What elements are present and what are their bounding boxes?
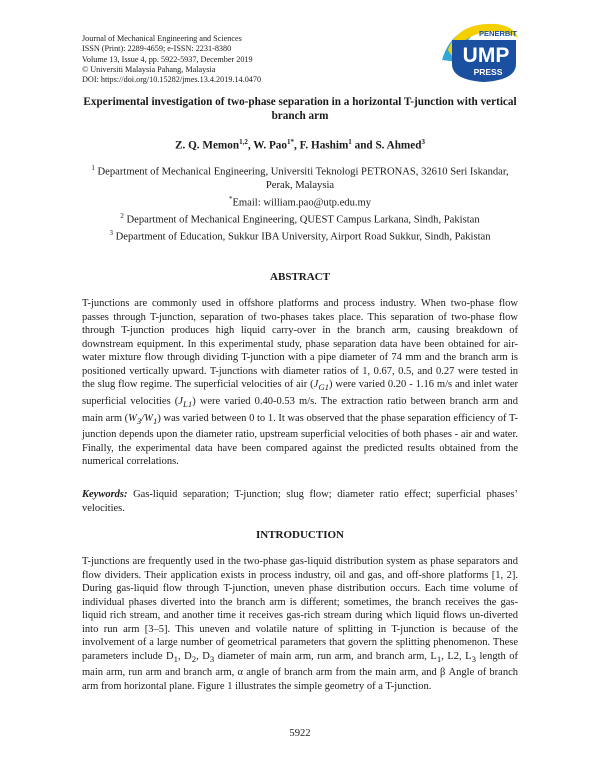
author-affil-mark: 3 bbox=[421, 138, 425, 146]
author-name: W. Pao bbox=[253, 139, 287, 152]
logo-top-text: PENERBIT bbox=[479, 29, 517, 38]
page-number: 5922 bbox=[289, 728, 311, 739]
logo-bottom-text: PRESS bbox=[473, 67, 503, 77]
keywords bbox=[82, 488, 518, 515]
author-affil-mark: 1 bbox=[348, 138, 352, 146]
keywords-text: Gas-liquid separation; T-junction; slug flow; diameter ratio effect; superficial phases’ velocities. bbox=[82, 489, 518, 514]
author-affil-mark: 1,2 bbox=[239, 138, 248, 146]
author-list: Z. Q. Memon$^{1,2}$, W. Pao$^{1*}$, F. Hashim$^1$ and S. Ahmed$^3$ bbox=[175, 138, 425, 152]
introduction-heading: INTRODUCTION bbox=[255, 529, 344, 541]
journal-info bbox=[82, 34, 261, 85]
journal-volume: Volume 13, Issue 4, pp. 5922-5937, December 2019 bbox=[82, 54, 253, 64]
journal-doi[interactable]: DOI: https://doi.org/10.15282/jmes.13.4.2019.14.0470 bbox=[82, 75, 262, 85]
affiliation-2: $^2$ Department of Mechanical Engineering, QUEST Campus Larkana, Sindh, Pakistan bbox=[120, 211, 480, 226]
affiliation-3: $^3$ Department of Education, Sukkur IBA University, Airport Road Sukkur, Sindh, Pakistan bbox=[109, 228, 491, 243]
abstract-heading: ABSTRACT bbox=[270, 271, 330, 283]
abstract-text: T-junctions are commonly used in offshore platforms and process industry. When two-phase flow passes through T-junction, separation of two-phases takes place. This separation of two-phase flow through T-junction produces high liquid carry-over in the branch arm, causing breakdown of downstream equipment. In this experimental study, phase separation data have been obtained for air-water mixture flow through dividing T-junction with a pipe diameter of 74 mm and the branch arm is positioned vertically upward. T-junctions with diameter ratios of 1, 0.67, 0.5, and 0.27 were tested in the slug flow regime. The superficial velocities of air $(J_{G1})$ were varied 0.20 - 1.16 m/s and inlet water superficial velocities $(J_{L1})$ were varied 0.40-0.53 m/s. The extraction ratio between branch arm and main arm $(W_3/W_1)$ was varied between 0 to 1. It was observed that the phase separation efficiency of T-junction depends upon the diameter ratio, upstream superficial velocities of both phases - air and water. Finally, the experimental data have been compared against the predicted results obtained from the numerical correlations. bbox=[82, 298, 519, 468]
logo-main-text: UMP bbox=[462, 44, 510, 67]
introduction-text: T-junctions are frequently used in the two-phase gas-liquid distribution system as phase separators and flow dividers. Their application exists in process industry, oil and gas, and off-shore platforms [1, 2]. During gas-liquid flow through T-junction, uneven phase distribution occurs. Each time volume of individual phases diverted into the branch arm is different; sometimes, the branch receives the gas-liquid rich stream, and another time it receives gas-rich stream during which liquid flows un-diverted into run arm [3–5]. This uneven and volatile nature of splitting in T-junction is because of the involvement of a large number of geometrical parameters that govern the splitting phenomenon. These parameters include $D_1$, $D_2$, $D_3$ diameter of main arm, run arm, and branch arm, $L_1$, L2, $L_3$ length of main arm, run arm and branch arm, α angle of branch arm from the main arm, and β Angle of branch arm from horizontal plane. Figure 1 illustrates the simple geometry of a T-junction. bbox=[82, 556, 518, 693]
author-name: F. Hashim bbox=[299, 139, 349, 152]
affiliations bbox=[82, 162, 518, 244]
journal-name: Journal of Mechanical Engineering and Sciences bbox=[82, 34, 242, 43]
affiliation-1: $^1$ Department of Mechanical Engineering, Universiti Teknologi PETRONAS, 32610 Seri Iskandar, Perak, Malaysia bbox=[91, 164, 509, 192]
ump-press-logo bbox=[436, 20, 520, 84]
author-name: Z. Q. Memon bbox=[175, 139, 240, 152]
author-affil-mark: 1* bbox=[287, 138, 294, 146]
paper-title: Experimental investigation of two-phase separation in a horizontal T-junction with vertical branch arm bbox=[83, 96, 517, 122]
journal-issn: ISSN (Print): 2289-4659; e-ISSN: 2231-8380 bbox=[82, 44, 232, 54]
author-name: S. Ahmed bbox=[375, 139, 422, 152]
journal-copyright: © Universiti Malaysia Pahang, Malaysia bbox=[82, 64, 216, 74]
corresponding-email[interactable]: *Email: william.pao@utp.edu.my bbox=[228, 194, 372, 209]
keywords-label: Keywords: bbox=[82, 489, 128, 500]
